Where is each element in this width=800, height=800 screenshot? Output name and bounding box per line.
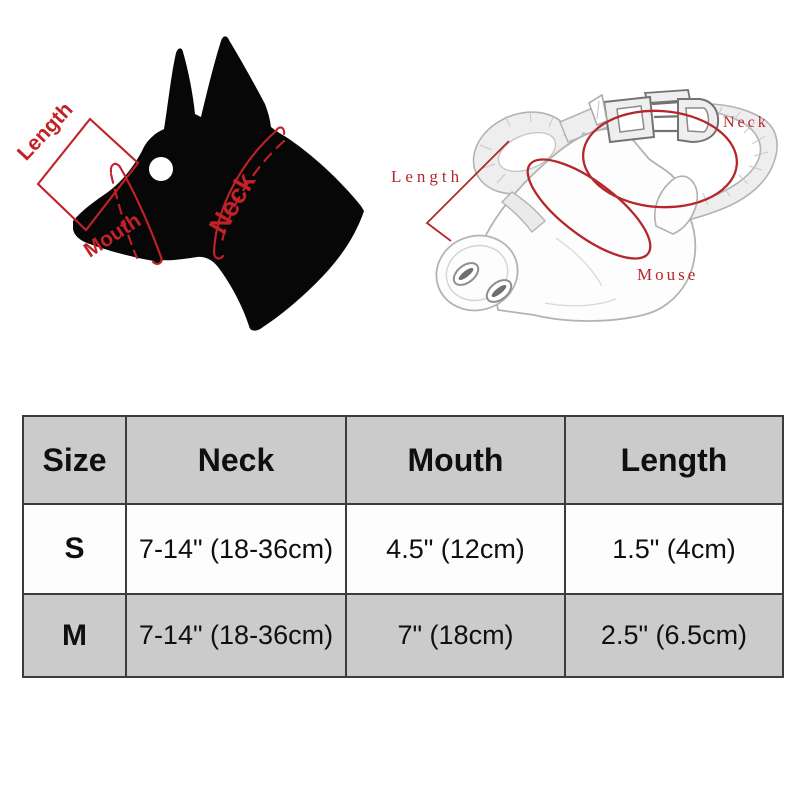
muzzle-neck-label: Neck — [723, 114, 769, 131]
muzzle-diagram — [391, 90, 777, 321]
size-m-length: 2.5" (6.5cm) — [565, 594, 783, 677]
size-s-neck: 7-14" (18-36cm) — [126, 504, 346, 594]
dog-eye-dot — [149, 157, 173, 181]
col-header-length: Length — [565, 416, 783, 504]
dog-head-diagram — [13, 36, 364, 330]
muzzle-mouse-label: Mouse — [637, 265, 699, 284]
dog-head-silhouette — [73, 36, 364, 330]
muzzle-length-label: Length — [391, 167, 464, 186]
size-row-m — [23, 594, 783, 677]
dog-mouth-band-cap — [111, 164, 120, 172]
size-chart-table — [22, 415, 784, 678]
size-m-neck: 7-14" (18-36cm) — [126, 594, 346, 677]
size-row-s — [23, 504, 783, 594]
size-chart-header-row — [23, 416, 783, 504]
size-s-label: S — [23, 504, 126, 594]
col-header-neck: Neck — [126, 416, 346, 504]
col-header-mouth: Mouth — [346, 416, 565, 504]
size-s-mouth: 4.5" (12cm) — [346, 504, 565, 594]
dog-mouth-label: Mouth — [79, 208, 146, 263]
size-m-label: M — [23, 594, 126, 677]
buckle-male-slot — [617, 106, 644, 132]
size-m-mouth: 7" (18cm) — [346, 594, 565, 677]
col-header-size: Size — [23, 416, 126, 504]
buckle-female-notch — [686, 108, 709, 132]
dog-neck-label: Neck — [203, 168, 262, 239]
dog-length-label: Length — [12, 98, 78, 166]
size-s-length: 1.5" (4cm) — [565, 504, 783, 594]
